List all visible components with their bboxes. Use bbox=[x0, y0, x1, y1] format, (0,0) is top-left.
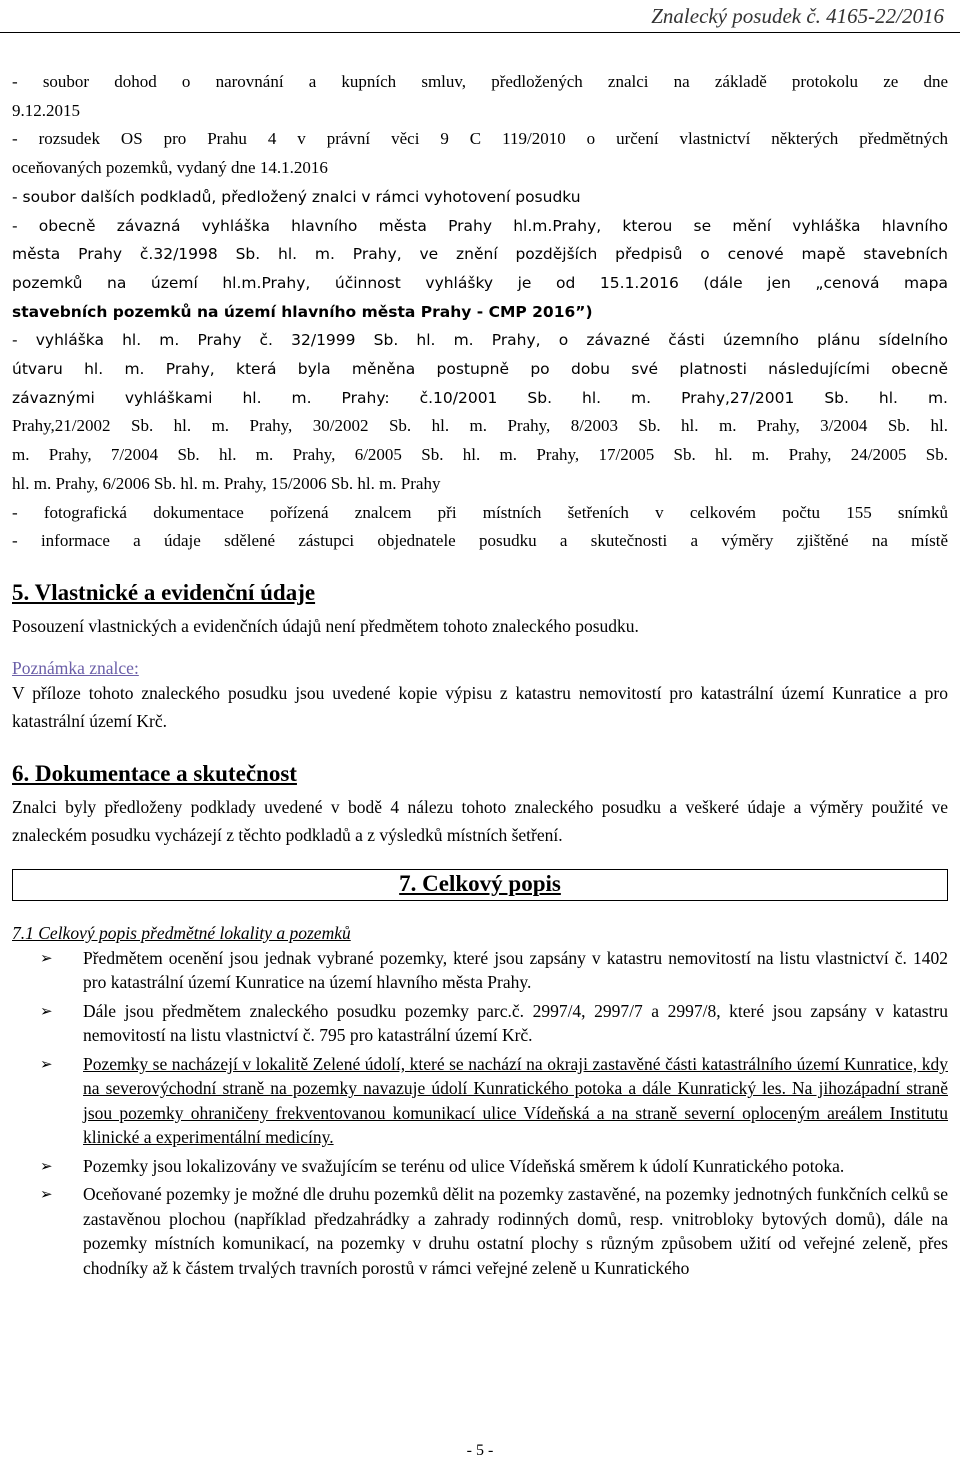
section-5-text: Posouzení vlastnických a evidenčních údajů není předmětem tohoto znaleckého posudku. bbox=[12, 615, 639, 636]
section-5-heading: 5. Vlastnické a evidenční údaje bbox=[12, 579, 316, 605]
list-item-text: Předmětem ocenění jsou jednak vybrané pozemky, které jsou zapsány v katastru nemovitostí na listu vlastnictví č. 1402 pro katastrální území Kunratice na území hlavního města Prahy. bbox=[83, 947, 948, 993]
page-content bbox=[12, 68, 948, 1284]
list-line: - obecně závazná vyhláška hlavního města Prahy hl.m.Prahy, kterou se mění vyhláška hlavního bbox=[12, 216, 948, 235]
list-line: - informace a údaje sdělené zástupci objednatele posudku a skutečnosti a výměry zjištěné na místě bbox=[12, 531, 948, 551]
list-item bbox=[12, 999, 948, 1048]
list-line: hl. m. Prahy, 6/2006 Sb. hl. m. Prahy, 15/2006 Sb. hl. m. Prahy bbox=[12, 473, 441, 493]
list-item-text: Oceňované pozemky je možné dle druhu pozemků dělit na pozemky zastavěné, na pozemky jednotných funkčních celků se zastavěnou plochou (například předzahrádky a zahrady rodinných domů, resp. vnitrobloky bytových domů), dále na pozemky místních komunikací, na pozemky v druhu ostatní plochy s různým způsobem užití od veřejné zeleně, přes chodníky až k částem trvalých travních porostů v rámci veřejné zeleně u Kunratického bbox=[83, 1184, 948, 1278]
arrow-bullet-icon: ➢ bbox=[40, 1054, 53, 1073]
arrow-bullet-icon: ➢ bbox=[40, 1185, 53, 1204]
list-line: pozemků na území hl.m.Prahy, účinnost vyhlášky je od 15.1.2016 (dále jen „cenová mapa bbox=[12, 273, 948, 292]
list-line: Prahy,21/2002 Sb. hl. m. Prahy, 30/2002 Sb. hl. m. Prahy, 8/2003 Sb. hl. m. Prahy, 3/2004 Sb. hl. bbox=[12, 416, 948, 436]
list-line: závaznými vyhláškami hl. m. Prahy: č.10/2001 Sb. hl. m. Prahy,27/2001 Sb. hl. m. bbox=[12, 388, 948, 407]
list-line: 9.12.2015 bbox=[12, 100, 80, 120]
document-title: Znalecký posudek č. 4165-22/2016 bbox=[651, 4, 944, 28]
section-6-text: Znalci byly předloženy podklady uvedené v bodě 4 nálezu tohoto znaleckého posudku a veškeré údaje a výměry použité ve znaleckém posudku vycházejí z těchto podkladů a z výsledků místních šetření. bbox=[12, 796, 948, 845]
list-item-text: Pozemky se nacházejí v lokalitě Zelené údolí, které se nachází na okraji zastavěné části katastrálního území Kunratice, kdy na severovýchodní straně na pozemky navazuje údolí Kunratického potoka a dále Kunratický les. Na jihozápadní straně jsou pozemky ohraničeny frekventovanou komunikací ulice Vídeňská a na straně severní oploceným areálem Institutu klinické a experimentální medicíny. bbox=[83, 1053, 948, 1148]
list-line: - soubor dalších podkladů, předložený znalci v rámci vyhotovení posudku bbox=[12, 187, 581, 206]
list-line: města Prahy č.32/1998 Sb. hl. m. Prahy, ve znění pozdějších předpisů o cenové mapě stavebních bbox=[12, 245, 948, 264]
list-item-text: Pozemky jsou lokalizovány ve svažujícím se terénu od ulice Vídeňská směrem k údolí Kunratického potoka. bbox=[83, 1155, 845, 1176]
document-list-1 bbox=[12, 68, 948, 183]
list-item-text: Dále jsou předmětem znaleckého posudku pozemky parc.č. 2997/4, 2997/7 a 2997/8, které jsou zapsány v katastru nemovitostí na listu vlastnictví č. 795 pro katastrální území Krč. bbox=[83, 1000, 948, 1046]
arrow-bullet-icon: ➢ bbox=[40, 1001, 53, 1020]
section-7-heading: 7. Celkový popis bbox=[399, 870, 561, 896]
arrow-bullet-icon: ➢ bbox=[40, 948, 53, 967]
note-text: V příloze tohoto znaleckého posudku jsou uvedené kopie výpisu z katastru nemovitostí pro katastrální území Kunratice a pro katastrální území Krč. bbox=[12, 682, 948, 731]
list-line: - vyhláška hl. m. Prahy č. 32/1999 Sb. hl. m. Prahy, o závazné části územního plánu sídelního bbox=[12, 331, 948, 350]
section-6-heading: 6. Dokumentace a skutečnost bbox=[12, 760, 297, 786]
list-line: útvaru hl. m. Prahy, která byla měněna postupně po dobu své platnosti následujícími obecně bbox=[12, 360, 948, 379]
list-line: stavebních pozemků na území hlavního města Prahy - CMP 2016”) bbox=[12, 302, 593, 321]
page-number: - 5 - bbox=[466, 1442, 494, 1459]
list-item bbox=[12, 1052, 948, 1150]
list-line: - rozsudek OS pro Prahu 4 v právní věci 9 C 119/2010 o určení vlastnictví některých předmětných bbox=[12, 129, 948, 149]
document-list-2 bbox=[12, 183, 948, 413]
list-line: m. Prahy, 7/2004 Sb. hl. m. Prahy, 6/2005 Sb. hl. m. Prahy, 17/2005 Sb. hl. m. Prahy, 24/2005 Sb. bbox=[12, 445, 948, 465]
list-line: oceňovaných pozemků, vydaný dne 14.1.2016 bbox=[12, 158, 328, 178]
page-header bbox=[0, 2, 960, 33]
list-item bbox=[12, 1182, 948, 1280]
note-label: Poznámka znalce: bbox=[12, 657, 139, 678]
section-7-box bbox=[12, 869, 948, 901]
section-7-1-heading: 7.1 Celkový popis předmětné lokality a pozemků bbox=[12, 922, 351, 943]
list-line: - fotografická dokumentace pořízená znalcem při místních šetřeních v celkovém počtu 155 snímků bbox=[12, 502, 948, 522]
arrow-bullet-icon: ➢ bbox=[40, 1156, 53, 1175]
list-item bbox=[12, 1154, 948, 1179]
list-line: - soubor dohod o narovnání a kupních smluv, předložených znalci na základě protokolu ze dne bbox=[12, 72, 948, 91]
section-7-1-list bbox=[12, 946, 948, 1281]
list-item bbox=[12, 946, 948, 995]
document-list-3 bbox=[12, 412, 948, 556]
